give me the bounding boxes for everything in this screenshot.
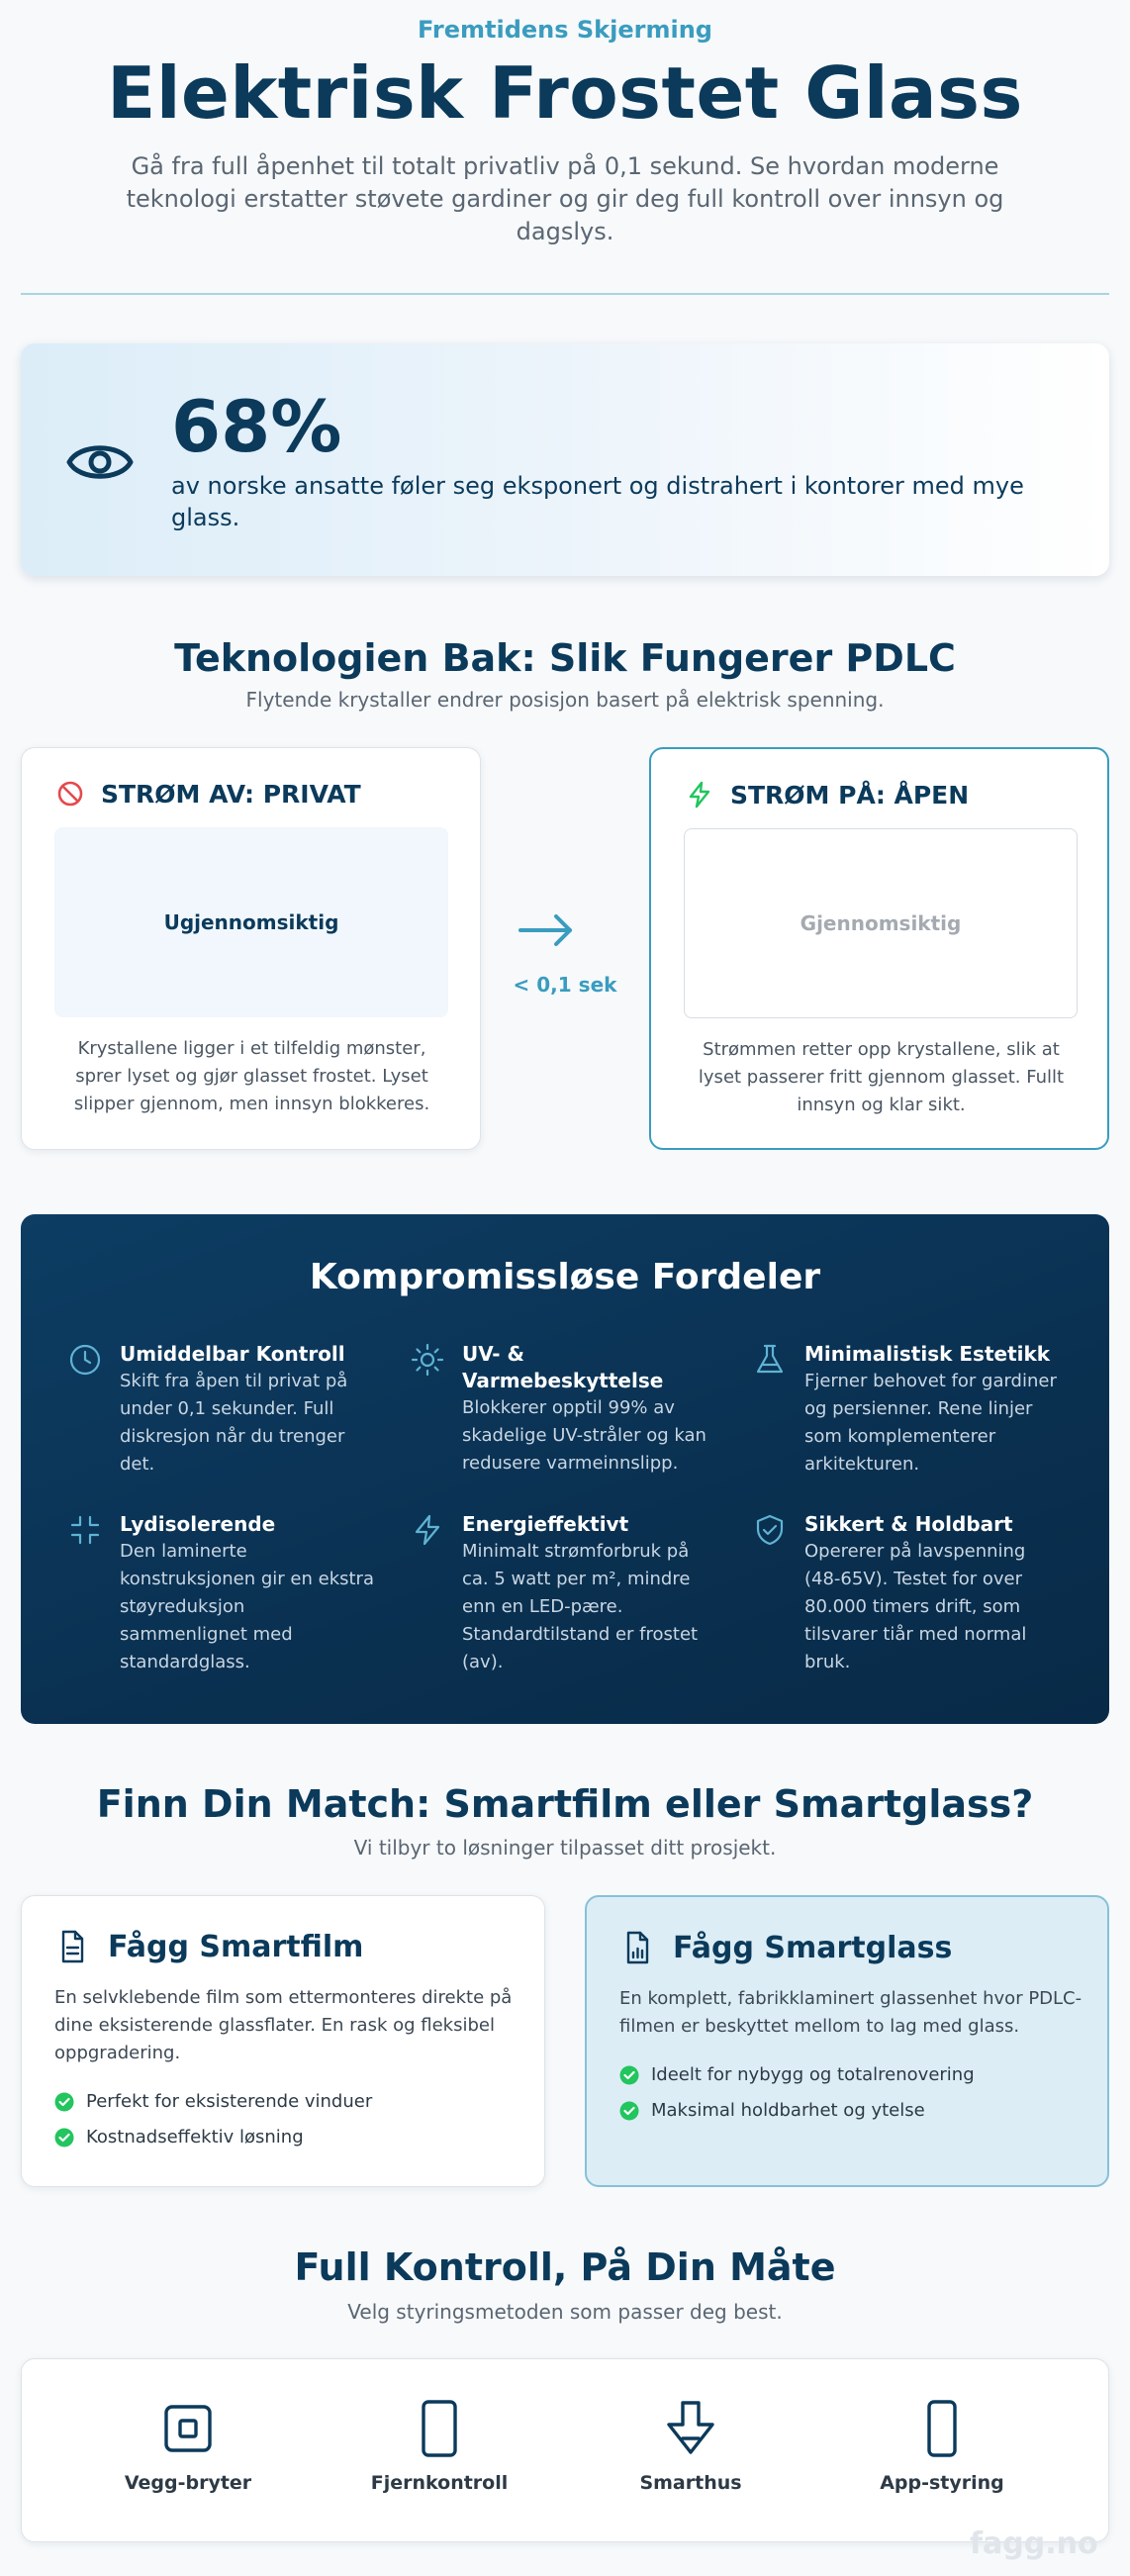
control-label: Vegg-bryter (124, 2472, 252, 2494)
control-label: Fjernkontroll (370, 2472, 509, 2494)
arrow-right-icon (517, 910, 576, 950)
benefit-title: Minimalistisk Estetikk (804, 1342, 1051, 1366)
transparent-preview: Gjennomsiktig (684, 828, 1078, 1018)
state-off-title: STRØM AV: PRIVAT (101, 779, 361, 809)
stat-text: av norske ansatte føler seg eksponert og distrahert i kontorer med mye glass. (171, 472, 1024, 531)
benefit-title: UV- & Varmebeskyttelse (462, 1342, 664, 1392)
state-on-desc: Strømmen retter opp krystallene, slik at lyset passerer fritt gjennom glasset. Fullt innsyn og klar sikt. (698, 1039, 1065, 1115)
control-subtitle: Velg styringsmetoden som passer deg best. (347, 2300, 783, 2324)
list-item (619, 2100, 925, 2121)
benefit-desc: Minimalt strømforbruk på ca. 5 watt per m², mindre enn en LED-pære. Standardtilstand er frostet (av). (462, 1541, 699, 1672)
sun-icon (411, 1343, 444, 1377)
point-text: Ideelt for nybygg og totalrenovering (651, 2064, 975, 2085)
watermark: fagg.no (970, 2527, 1098, 2561)
benefits-section (21, 1214, 1109, 1724)
smartglass-card[interactable] (585, 1895, 1109, 2187)
control-options (21, 2358, 1109, 2542)
smartglass-desc: En komplett, fabrikklaminert glassenhet hvor PDLC-filmen er beskyttet mellom to lag med glass. (619, 1988, 1083, 2037)
control-option-app[interactable] (833, 2399, 1051, 2494)
state-card-off (21, 747, 481, 1150)
point-text: Perfekt for eksisterende vinduer (86, 2091, 373, 2112)
state-on-title: STRØM PÅ: ÅPEN (730, 780, 970, 810)
flask-icon (753, 1343, 787, 1377)
lightning-icon (411, 1513, 444, 1547)
check-circle-icon (619, 2065, 639, 2085)
hero-subtitle: Gå fra full åpenhet til totalt privatliv på 0,1 sekund. Se hvordan moderne teknologi erstatter støvete gardiner og gir deg full kontroll over innsyn og dagslys. (126, 152, 1004, 245)
wall-switch-icon (158, 2399, 218, 2458)
compress-icon (68, 1513, 102, 1547)
control-option-smarthome[interactable] (582, 2399, 800, 2494)
match-subtitle: Vi tilbyr to løsninger tilpasset ditt prosjekt. (353, 1836, 777, 1860)
lightning-icon (685, 780, 714, 810)
benefit-item (411, 1341, 717, 1478)
hero-kicker: Fremtidens Skjerming (418, 16, 712, 44)
smartglass-title: Fågg Smartglass (673, 1930, 953, 1965)
benefit-desc: Den laminerte konstruksjonen gir en ekstra støyreduksjon sammenlignet med standardglass. (120, 1541, 374, 1672)
eye-icon (64, 427, 136, 498)
control-label: App-styring (880, 2472, 1004, 2494)
point-text: Kostnadseffektiv løsning (86, 2127, 304, 2147)
clock-icon (68, 1343, 102, 1377)
opaque-preview: Ugjennomsiktig (54, 827, 448, 1017)
benefits-title: Kompromissløse Fordeler (309, 1257, 821, 1297)
benefit-item (68, 1341, 375, 1479)
control-option-remote[interactable] (330, 2399, 548, 2494)
check-circle-icon (54, 2092, 74, 2112)
smartfilm-desc: En selvklebende film som ettermonteres direkte på dine eksisterende glassflater. En rask og fleksibel oppgradering. (54, 1987, 513, 2063)
benefit-desc: Blokkerer opptil 99% av skadelige UV-stråler og kan redusere varmeinnslipp. (462, 1397, 706, 1474)
stat-card (21, 343, 1109, 576)
check-circle-icon (619, 2101, 639, 2121)
benefit-desc: Opererer på lavspenning (48-65V). Testet for over 80.000 timers drift, som tilsvarer tiår med normal bruk. (804, 1541, 1027, 1672)
list-item (619, 2064, 975, 2085)
list-item (54, 2127, 304, 2147)
benefit-title: Energieffektivt (462, 1512, 629, 1536)
smartfilm-card[interactable] (21, 1895, 545, 2187)
state-card-on (649, 747, 1109, 1150)
phone-icon (912, 2399, 972, 2458)
control-title: Full Kontroll, På Din Måte (294, 2245, 836, 2289)
switch-speed: < 0,1 sek (513, 973, 617, 997)
ban-icon (55, 779, 85, 809)
tech-title: Teknologien Bak: Slik Fungerer PDLC (174, 636, 956, 680)
page-title: Elektrisk Frostet Glass (107, 51, 1023, 135)
benefit-desc: Fjerner behovet for gardiner og persienner. Rene linjer som komplementerer arkitekturen. (804, 1371, 1057, 1475)
chart-document-icon (619, 1930, 655, 1965)
tech-subtitle: Flytende krystaller endrer posisjon basert på elektrisk spenning. (245, 688, 885, 712)
benefit-title: Sikkert & Holdbart (804, 1512, 1013, 1536)
benefit-desc: Skift fra åpen til privat på under 0,1 sekunder. Full diskresjon når du trenger det. (120, 1371, 348, 1475)
match-title: Finn Din Match: Smartfilm eller Smartglass? (96, 1782, 1034, 1826)
document-icon (54, 1929, 90, 1964)
section-divider (21, 293, 1109, 295)
remote-icon (410, 2399, 469, 2458)
list-item (54, 2091, 372, 2112)
benefit-item (411, 1511, 717, 1676)
control-label: Smarthus (639, 2472, 742, 2494)
benefit-title: Lydisolerende (120, 1512, 276, 1536)
control-option-wall-switch[interactable] (79, 2399, 297, 2494)
check-circle-icon (54, 2128, 74, 2147)
stat-number: 68% (171, 385, 342, 468)
benefit-item (753, 1511, 1060, 1676)
shield-check-icon (753, 1513, 787, 1547)
smarthome-icon (661, 2399, 720, 2458)
state-off-desc: Krystallene ligger i et tilfeldig mønster, sprer lyset og gjør glasset frostet. Lyset slipper gjennom, men innsyn blokkeres. (73, 1038, 430, 1114)
benefit-item (68, 1511, 375, 1676)
benefit-title: Umiddelbar Kontroll (120, 1342, 345, 1366)
point-text: Maksimal holdbarhet og ytelse (651, 2100, 925, 2121)
smartfilm-title: Fågg Smartfilm (108, 1929, 364, 1964)
benefit-item (753, 1341, 1060, 1479)
